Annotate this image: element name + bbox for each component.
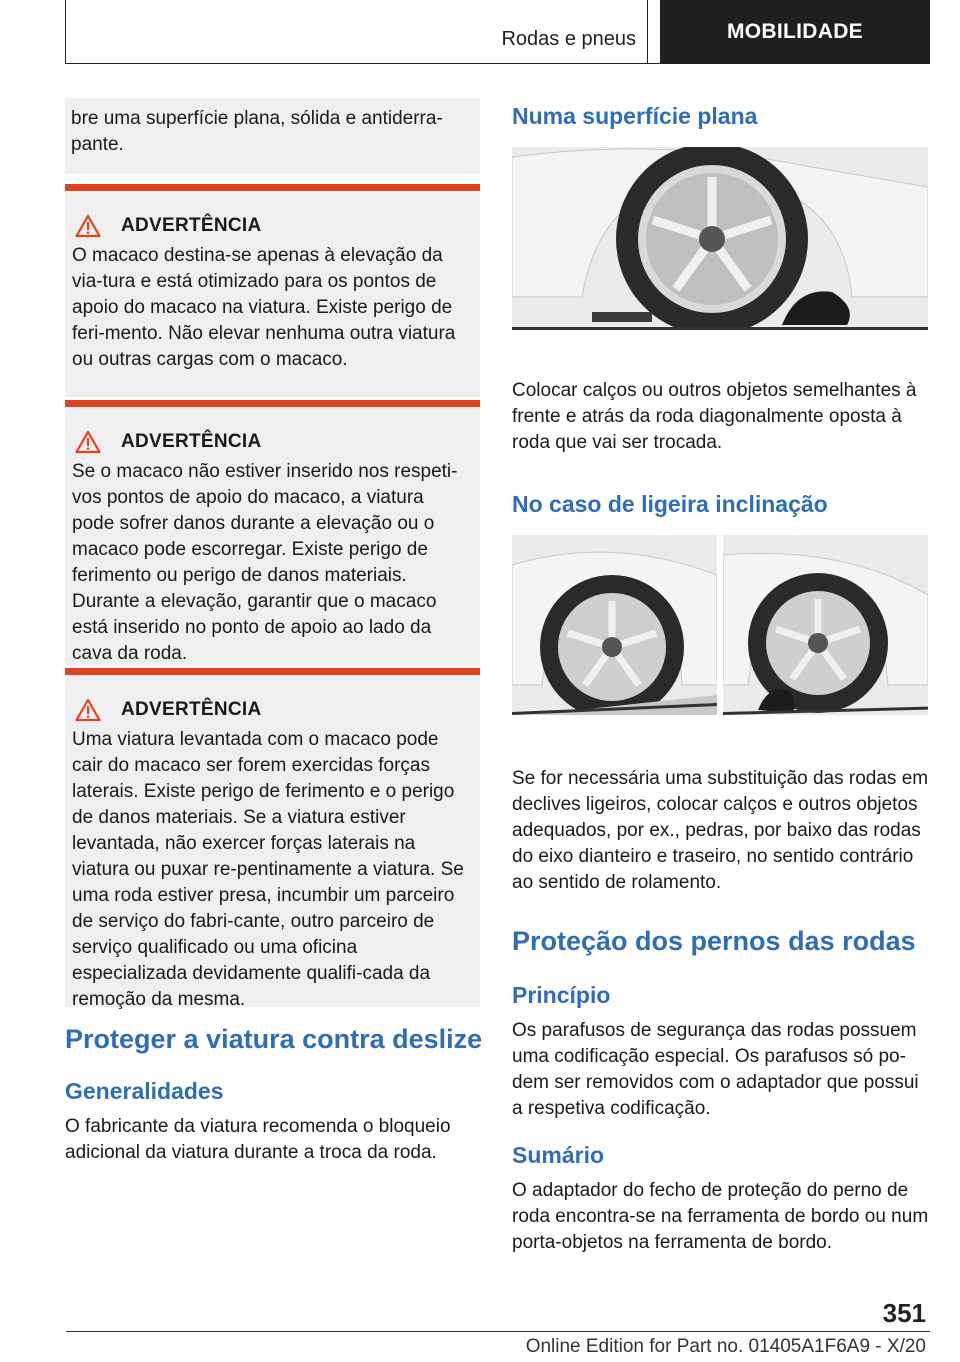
subheading-general: Generalidades: [65, 1078, 224, 1104]
page-number: 351: [882, 1298, 926, 1328]
ground-line: [512, 327, 928, 330]
warning-triangle-icon: [75, 214, 101, 238]
warning-title: ADVERTÊNCIA: [121, 215, 262, 236]
principle-text: Os parafusos de segurança das rodas possuem uma codificação especial. Os parafusos só po-dem ser removidos com o adaptador que possui a respetiva codificação.: [512, 1020, 919, 1119]
continued-note-text: bre uma superfície plana, sólida e antiderra-pante.: [71, 108, 443, 155]
warning-title: ADVERTÊNCIA: [121, 699, 262, 720]
wheel-chock-illustration: [512, 147, 928, 327]
general-text: O fabricante da viatura recomenda o bloqueio adicional da viatura durante a troca da roda.: [65, 1116, 451, 1163]
warning-box-3: [65, 668, 480, 1010]
flat-surface-photo: [512, 147, 928, 327]
incline-heading: No caso de ligeira inclinação: [512, 491, 828, 517]
warning-triangle-icon: [75, 698, 101, 722]
continued-note-box: [65, 98, 480, 174]
warning-box-1: [65, 184, 480, 397]
warning-title: ADVERTÊNCIA: [121, 431, 262, 452]
incline-photo-front: [512, 535, 717, 715]
incline-text: Se for necessária uma substituição das rodas em declives ligeiros, colocar calços e outros objetos adequados, por ex., pedras, por baixo das rodas do eixo dianteiro e traseiro, no sentido contrário ao sentido de rolamento.: [512, 768, 929, 893]
footer-edition-text: Online Edition for Part no. 01405A1F6A9 - X/20: [525, 1336, 926, 1357]
header-divider-mid: [647, 0, 648, 64]
incline-photo-rear: [723, 535, 928, 715]
subheading-principle: Princípio: [512, 982, 611, 1008]
incline-rear-illustration: [723, 535, 928, 715]
section-title-bolt-protection: Proteção dos pernos das rodas: [512, 926, 916, 956]
subheading-summary: Sumário: [512, 1142, 605, 1168]
flat-surface-text: Colocar calços ou outros objetos semelhantes à frente e atrás da roda diagonalmente oposta à roda que vai ser trocada.: [512, 380, 917, 453]
summary-text: O adaptador do fecho de proteção do perno de roda encontra-se na ferramenta de bordo ou num porta-objetos na ferramenta de bordo.: [512, 1180, 929, 1253]
flat-surface-heading: Numa superfície plana: [512, 103, 758, 129]
section-title-slide-protection: Proteger a viatura contra deslize: [65, 1024, 483, 1054]
incline-front-illustration: [512, 535, 717, 715]
header-divider-left: [65, 0, 66, 64]
warning-triangle-icon: [75, 430, 101, 454]
header-chapter-tab[interactable]: MOBILIDADE: [660, 0, 930, 64]
warning-body: Se o macaco não estiver inserido nos respeti-vos pontos de apoio do macaco, a viatura pode sofrer danos durante a elevação ou o macaco pode escorregar. Existe perigo de ferimento ou perigo de danos materiais. Durante a elevação, garantir que o macaco está inserido no ponto de apoio ao lado da cava da roda.: [72, 461, 458, 664]
footer-rule: [66, 1331, 930, 1332]
warning-body: O macaco destina-se apenas à elevação da via-tura e está otimizado para os pontos de apoio do macaco na viatura. Existe perigo de feri-mento. Não elevar nenhuma outra viatura ou outras cargas com o macaco.: [72, 245, 456, 370]
header-section-title: Rodas e pneus: [501, 28, 636, 50]
warning-body: Uma viatura levantada com o macaco pode cair do macaco ser forem exercidas forças laterais. Existe perigo de ferimento e o perigo de danos materiais. Se a viatura estiver levantada, não exercer forças laterais na viatura ou puxar re-pentinamente a viatura. Se uma roda estiver presa, incumbir um parceiro de serviço do fabri-cante, outro parceiro de serviço qualificado ou uma oficina especializada devidamente qualifi-cada da remoção da mesma.: [72, 729, 464, 1010]
warning-box-2: [65, 400, 480, 665]
